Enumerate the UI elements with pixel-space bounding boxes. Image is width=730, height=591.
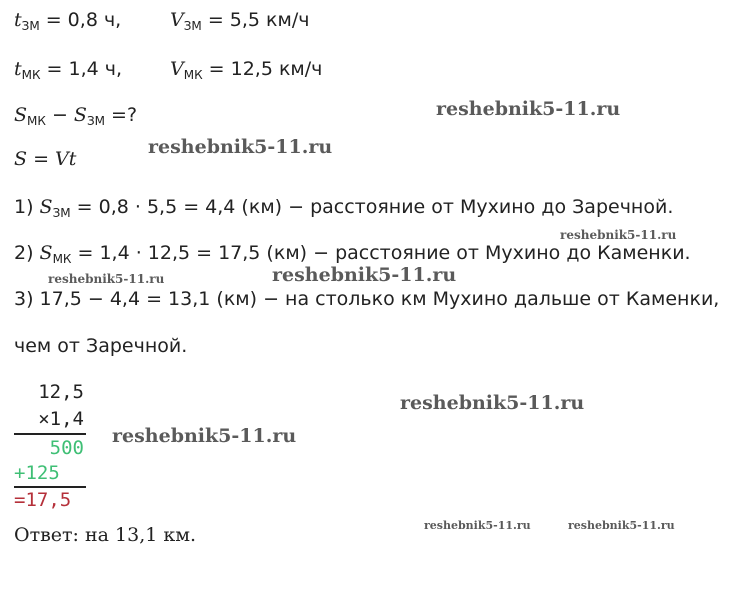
calc-partial-1: 500: [49, 437, 84, 459]
calc-partial-2: +125: [14, 462, 60, 484]
subscript: МК: [21, 68, 41, 82]
answer: Ответ: на 13,1 км.: [14, 524, 197, 546]
calc-factor-1: 12,5: [38, 381, 84, 403]
step-number: 1): [14, 196, 40, 218]
step-3: [14, 287, 719, 311]
subscript: ЗМ: [183, 19, 202, 33]
subscript: МК: [52, 252, 72, 266]
symbol: V: [170, 9, 184, 31]
watermark: reshebnik5-11.ru: [148, 136, 333, 158]
symbol: t: [14, 58, 22, 80]
watermark: reshebnik5-11.ru: [560, 228, 677, 242]
symbol: V: [170, 58, 184, 80]
subscript: ЗМ: [21, 19, 40, 33]
step-text: чем от Заречной.: [14, 335, 188, 357]
watermark: reshebnik5-11.ru: [272, 264, 457, 286]
step-number: 2): [14, 242, 40, 264]
question-mark: =?: [104, 104, 138, 126]
symbol: S: [39, 196, 53, 218]
symbol: S: [14, 104, 28, 126]
given-t-zm: [14, 8, 121, 38]
symbol: S: [73, 104, 87, 126]
step-3-continued: [14, 334, 187, 358]
watermark: reshebnik5-11.ru: [400, 392, 585, 414]
value: = 1,4 ч,: [40, 58, 123, 80]
step-text: = 1,4 · 12,5 = 17,5 (км) − расстояние от Мухино до Каменки.: [71, 242, 691, 264]
question: [14, 103, 137, 133]
step-text: 3) 17,5 − 4,4 = 13,1 (км) − на столько км Мухино дальше от Каменки,: [14, 288, 720, 310]
watermark: reshebnik5-11.ru: [436, 98, 621, 120]
symbol: S: [39, 242, 53, 264]
watermark: reshebnik5-11.ru: [112, 425, 297, 447]
subscript: МК: [183, 68, 203, 82]
subscript: МК: [27, 114, 46, 128]
watermark: reshebnik5-11.ru: [48, 272, 165, 286]
watermark: reshebnik5-11.ru: [568, 519, 675, 532]
step-text: = 0,8 · 5,5 = 4,4 (км) − расстояние от Мухино до Заречной.: [70, 196, 674, 218]
calc-result: =17,5: [14, 489, 72, 511]
operator: −: [45, 104, 74, 126]
given-v-mk: [170, 57, 322, 87]
given-t-mk: [14, 57, 122, 87]
operator: =: [27, 148, 56, 170]
subscript: ЗМ: [86, 114, 105, 128]
step-1: [14, 195, 673, 225]
value: = 5,5 км/ч: [201, 9, 310, 31]
given-v-zm: [170, 8, 309, 38]
symbol: Vt: [55, 148, 77, 170]
value: = 0,8 ч,: [39, 9, 122, 31]
symbol: S: [14, 148, 28, 170]
calc-rule-1: [14, 433, 86, 435]
watermark: reshebnik5-11.ru: [424, 519, 531, 532]
symbol: t: [14, 9, 22, 31]
calc-factor-2: ×1,4: [38, 408, 84, 430]
subscript: ЗМ: [52, 206, 71, 220]
value: = 12,5 км/ч: [202, 58, 323, 80]
formula: [14, 147, 76, 171]
